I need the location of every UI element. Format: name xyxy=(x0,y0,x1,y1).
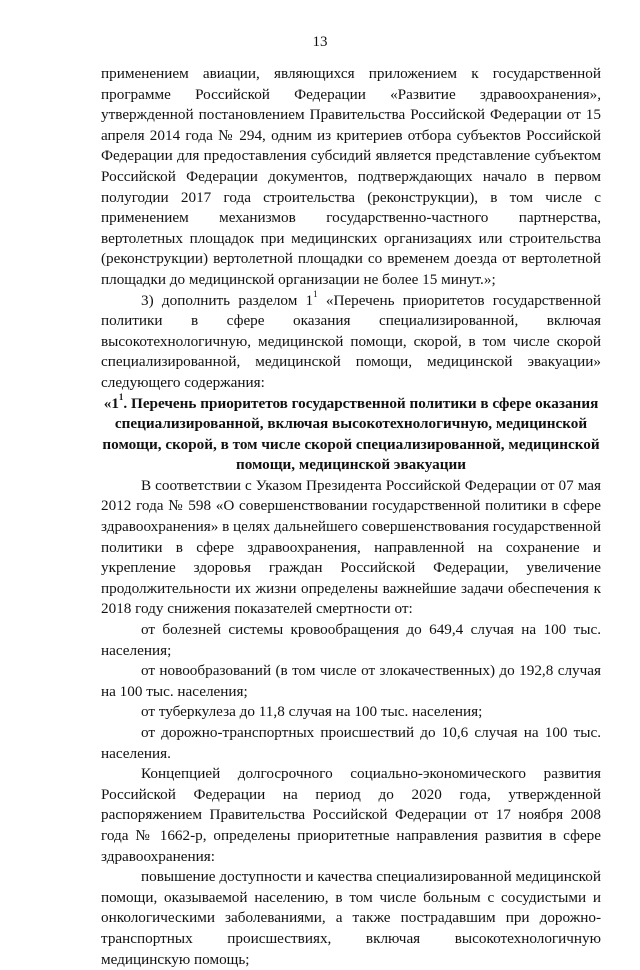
section-heading xyxy=(101,394,601,476)
section-superscript: 1 xyxy=(313,289,318,300)
list-item-tuberculosis: от туберкулеза до 11,8 случая на 100 тыс. населения; xyxy=(141,703,483,721)
list-item-neoplasms: от новообразований (в том числе от злокачественных) до 192,8 случая на 100 тыс. населения; xyxy=(101,662,601,700)
heading-text-start: «1 xyxy=(103,394,119,412)
paragraph-presidential-decree: В соответствии с Указом Президента Российской Федерации от 07 мая 2012 года № 598 «О совершенствовании государственной политики в сфере здравоохранения» в целях дальнейшего совершенствования государственной политики в сфере здравоохранения, направленной на сохранение и укрепление здоровья граждан Российской Федерации, увеличение продолжительности их жизни определены важнейшие задачи обеспечения к 2018 году снижения показателей смертности от: xyxy=(101,476,602,618)
list-item-accessibility: повышение доступности и качества специализированной медицинской помощи, оказываемой населению, в том числе больным с сосудистыми и онкологическими заболеваниями, а также пострадавшим при дорожно-транспортных происшествиях, включая высокотехнологичную медицинскую помощь; xyxy=(101,868,601,968)
document-body xyxy=(101,64,601,970)
page-number: 13 xyxy=(312,34,328,50)
paragraph-add-section xyxy=(101,291,601,394)
add-section-text-end: «Перечень приоритетов государственной политики в сфере оказания специализированной, включая высокотехнологичную, медицинской помощи, скорой, в том числе скорой специализированной, медицинской помощи, медицинской эвакуации» следующего содержания: xyxy=(101,291,601,391)
list-item-road-accidents: от дорожно-транспортных происшествий до 10,6 случая на 100 тыс. населения. xyxy=(101,724,601,762)
heading-text-end: . Перечень приоритетов государственной политики в сфере оказания специализированной, включая высокотехнологичную, медицинской помощи, скорой, в том числе скорой специализированной, медицинской помощи, медицинской эвакуации xyxy=(102,394,600,474)
paragraph-aviation-criteria: применением авиации, являющихся приложением к государственной программе Российской Федерации «Развитие здравоохранения», утвержденной постановлением Правительства Российской Федерации от 15 апреля 2014 года № 294, одним из критериев отбора субъектов Российской Федерации для предоставления субсидий является представление субъектом Российской Федерации документов, подтверждающих начало в первом полугодии 2017 года строительства (реконструкции), в том числе с применением механизмов государственно-частного партнерства, вертолетных площадок при медицинских организациях или строительства (реконструкции) вертолетной площадки со временем доезда от вертолетной площадки до медицинской организации не более 15 минут.»; xyxy=(101,65,601,288)
add-section-text-start: 3) дополнить разделом 1 xyxy=(141,291,314,309)
list-item-circulatory: от болезней системы кровообращения до 649,4 случая на 100 тыс. населения; xyxy=(101,621,601,659)
paragraph-concept-2020: Концепцией долгосрочного социально-экономического развития Российской Федерации на период до 2020 года, утвержденной распоряжением Правительства Российской Федерации от 17 ноября 2008 года № 1662-р, определены приоритетные направления развития в сфере здравоохранения: xyxy=(101,765,601,865)
heading-superscript: 1 xyxy=(118,392,124,403)
